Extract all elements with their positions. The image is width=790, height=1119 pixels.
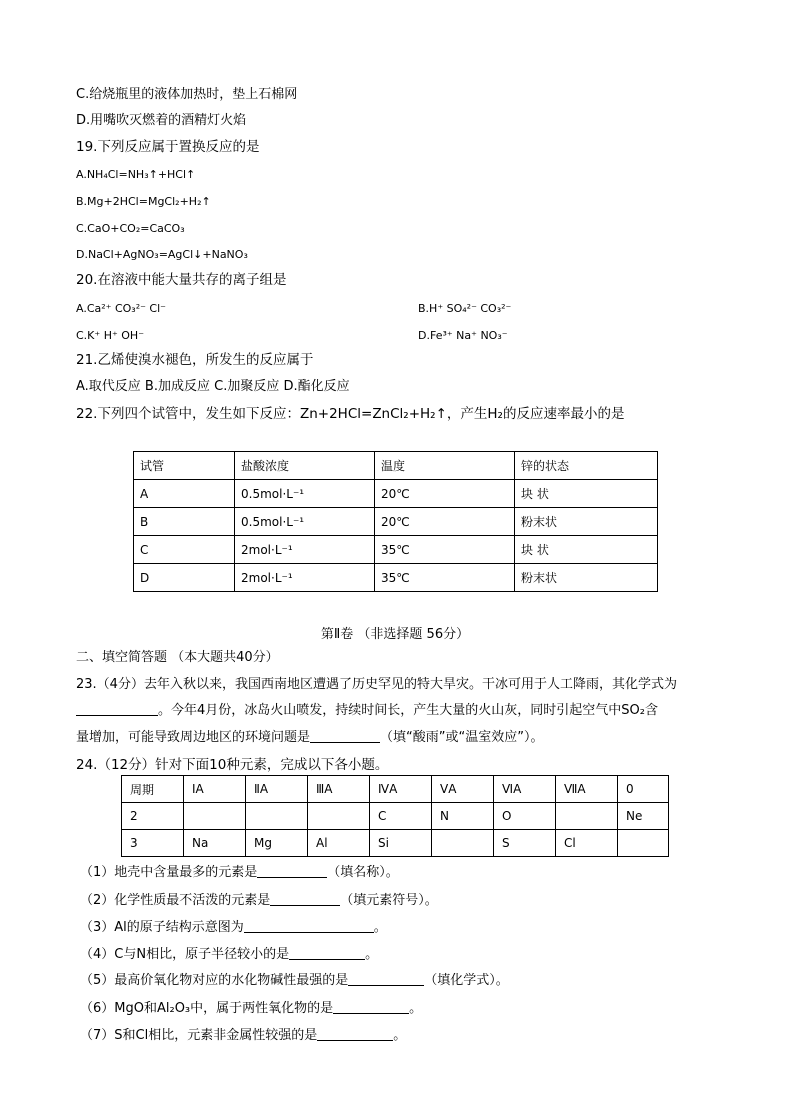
table-cell: A [134, 480, 235, 508]
table-header-cell: 0 [618, 776, 669, 803]
table-header-cell: 试管 [134, 452, 235, 480]
q24-sub-1 [80, 865, 399, 881]
table-header-cell: ⅤA [432, 776, 494, 803]
answer-blank[interactable] [257, 865, 327, 878]
table-cell: 粉末状 [515, 508, 658, 536]
table-header-cell: ⅥA [494, 776, 556, 803]
q23-line2 [76, 703, 658, 719]
table-header-row [134, 452, 658, 480]
table-header-cell: ⅠA [184, 776, 246, 803]
q18-option-c: C.给烧瓶里的液体加热时，垫上石棉网 [76, 87, 298, 102]
q19-stem: 19.下列反应属于置换反应的是 [76, 139, 260, 155]
table-header-cell: ⅦA [556, 776, 618, 803]
q24-sub-tail: 。 [373, 920, 387, 935]
answer-blank[interactable] [310, 730, 380, 743]
q24-sub-text: （7）S和Cl相比，元素非金属性较强的是 [80, 1028, 318, 1043]
q20-option-c: C.K⁺ H⁺ OH⁻ [76, 329, 145, 342]
table-header-cell: 温度 [375, 452, 515, 480]
table-cell [184, 803, 246, 830]
q24-sub-text: （3）Al的原子结构示意图为 [80, 920, 244, 935]
table-cell: Si [370, 830, 432, 857]
answer-blank[interactable] [333, 1001, 409, 1014]
q24-sub-tail: 。 [409, 1001, 423, 1016]
answer-blank[interactable] [76, 703, 158, 716]
table-cell: 35℃ [375, 536, 515, 564]
q24-sub-text: （4）C与N相比，原子半径较小的是 [80, 947, 290, 962]
section-heading: 二、填空简答题 （本大题共40分） [76, 650, 279, 665]
table-cell: 0.5mol·L⁻¹ [235, 508, 375, 536]
q20-stem: 20.在溶液中能大量共存的离子组是 [76, 272, 287, 288]
table-cell: 3 [122, 830, 184, 857]
q24-sub-tail: 。 [365, 947, 379, 962]
table-header-cell: 锌的状态 [515, 452, 658, 480]
q24-sub-text: （2）化学性质最不活泼的元素是 [80, 893, 271, 908]
q24-sub-tail: 。 [393, 1028, 407, 1043]
table-cell: 块 状 [515, 480, 658, 508]
table-cell [308, 803, 370, 830]
q22-stem: 22.下列四个试管中，发生如下反应：Zn+2HCl=ZnCl₂+H₂↑，产生H₂的反应速率最小的是 [76, 406, 625, 422]
q24-sub-6 [80, 1001, 422, 1017]
table-cell: 35℃ [375, 564, 515, 592]
table-cell [246, 803, 308, 830]
q24-stem: 24.（12分）针对下面10种元素，完成以下各小题。 [76, 757, 389, 773]
table-cell: 粉末状 [515, 564, 658, 592]
table-header-cell: ⅡA [246, 776, 308, 803]
q24-sub-tail: （填化学式）。 [424, 973, 509, 988]
table-cell: Na [184, 830, 246, 857]
q22-table [133, 451, 658, 592]
table-cell: Mg [246, 830, 308, 857]
q24-sub-5 [80, 973, 509, 989]
q24-sub-text: （1）地壳中含量最多的元素是 [80, 865, 258, 880]
section-title: 第Ⅱ卷 （非选择题 56分） [320, 627, 470, 642]
q23-line3-tail: （填“酸雨”或“温室效应”）。 [380, 730, 544, 745]
table-row [134, 508, 658, 536]
q23-line1: 23.（4分）去年入秋以来，我国西南地区遭遇了历史罕见的特大旱灾。干冰可用于人工降雨，其化学式为 [76, 677, 677, 692]
q24-sub-tail: （填名称）。 [327, 865, 399, 880]
table-cell [556, 803, 618, 830]
table-row [134, 480, 658, 508]
table-cell: 0.5mol·L⁻¹ [235, 480, 375, 508]
q20-option-a: A.Ca²⁺ CO₃²⁻ Cl⁻ [76, 302, 166, 315]
q21-stem: 21.乙烯使溴水褪色，所发生的反应属于 [76, 352, 314, 368]
q19-option-a: A.NH₄Cl=NH₃↑+HCl↑ [76, 168, 196, 181]
q24-sub-7 [80, 1028, 406, 1044]
answer-blank[interactable] [348, 973, 424, 986]
table-cell: S [494, 830, 556, 857]
table-row [122, 803, 669, 830]
answer-blank[interactable] [244, 920, 374, 933]
q24-sub-4 [80, 947, 378, 963]
table-cell: N [432, 803, 494, 830]
q20-option-d: D.Fe³⁺ Na⁺ NO₃⁻ [418, 329, 508, 342]
table-cell: Al [308, 830, 370, 857]
table-cell: 2mol·L⁻¹ [235, 564, 375, 592]
q19-option-d: D.NaCl+AgNO₃=AgCl↓+NaNO₃ [76, 248, 248, 261]
q23-line2-text: 。今年4月份，冰岛火山喷发，持续时间长，产生大量的火山灰，同时引起空气中SO₂含 [158, 703, 658, 718]
q18-option-d: D.用嘴吹灭燃着的酒精灯火焰 [76, 113, 247, 128]
table-cell: 20℃ [375, 508, 515, 536]
table-cell: C [134, 536, 235, 564]
table-row [122, 830, 669, 857]
table-cell [618, 830, 669, 857]
table-cell: B [134, 508, 235, 536]
answer-blank[interactable] [317, 1028, 393, 1041]
table-cell: O [494, 803, 556, 830]
q24-sub-2 [80, 893, 438, 909]
answer-blank[interactable] [289, 947, 365, 960]
q21-options: A.取代反应 B.加成反应 C.加聚反应 D.酯化反应 [76, 379, 350, 394]
table-header-cell: ⅣA [370, 776, 432, 803]
table-cell [432, 830, 494, 857]
table-cell: Cl [556, 830, 618, 857]
table-cell: D [134, 564, 235, 592]
table-header-cell: 周期 [122, 776, 184, 803]
q23-line3 [76, 730, 543, 746]
table-row [134, 564, 658, 592]
table-cell: 块 状 [515, 536, 658, 564]
table-row [134, 536, 658, 564]
table-header-cell: 盐酸浓度 [235, 452, 375, 480]
table-cell: 20℃ [375, 480, 515, 508]
q24-sub-3 [80, 920, 387, 936]
q19-option-b: B.Mg+2HCl=MgCl₂+H₂↑ [76, 195, 211, 208]
table-cell: 2mol·L⁻¹ [235, 536, 375, 564]
table-cell: C [370, 803, 432, 830]
q24-sub-text: （6）MgO和Al₂O₃中，属于两性氧化物的是 [80, 1001, 334, 1016]
q19-option-c: C.CaO+CO₂=CaCO₃ [76, 222, 185, 235]
q23-line3-text: 量增加，可能导致周边地区的环境问题是 [76, 730, 311, 745]
table-header-row [122, 776, 669, 803]
table-header-cell: ⅢA [308, 776, 370, 803]
table-cell: Ne [618, 803, 669, 830]
q24-sub-tail: （填元素符号）。 [340, 893, 438, 908]
q20-option-b: B.H⁺ SO₄²⁻ CO₃²⁻ [418, 302, 512, 315]
periodic-table [121, 775, 669, 857]
table-cell: 2 [122, 803, 184, 830]
answer-blank[interactable] [270, 893, 340, 906]
q24-sub-text: （5）最高价氧化物对应的水化物碱性最强的是 [80, 973, 349, 988]
